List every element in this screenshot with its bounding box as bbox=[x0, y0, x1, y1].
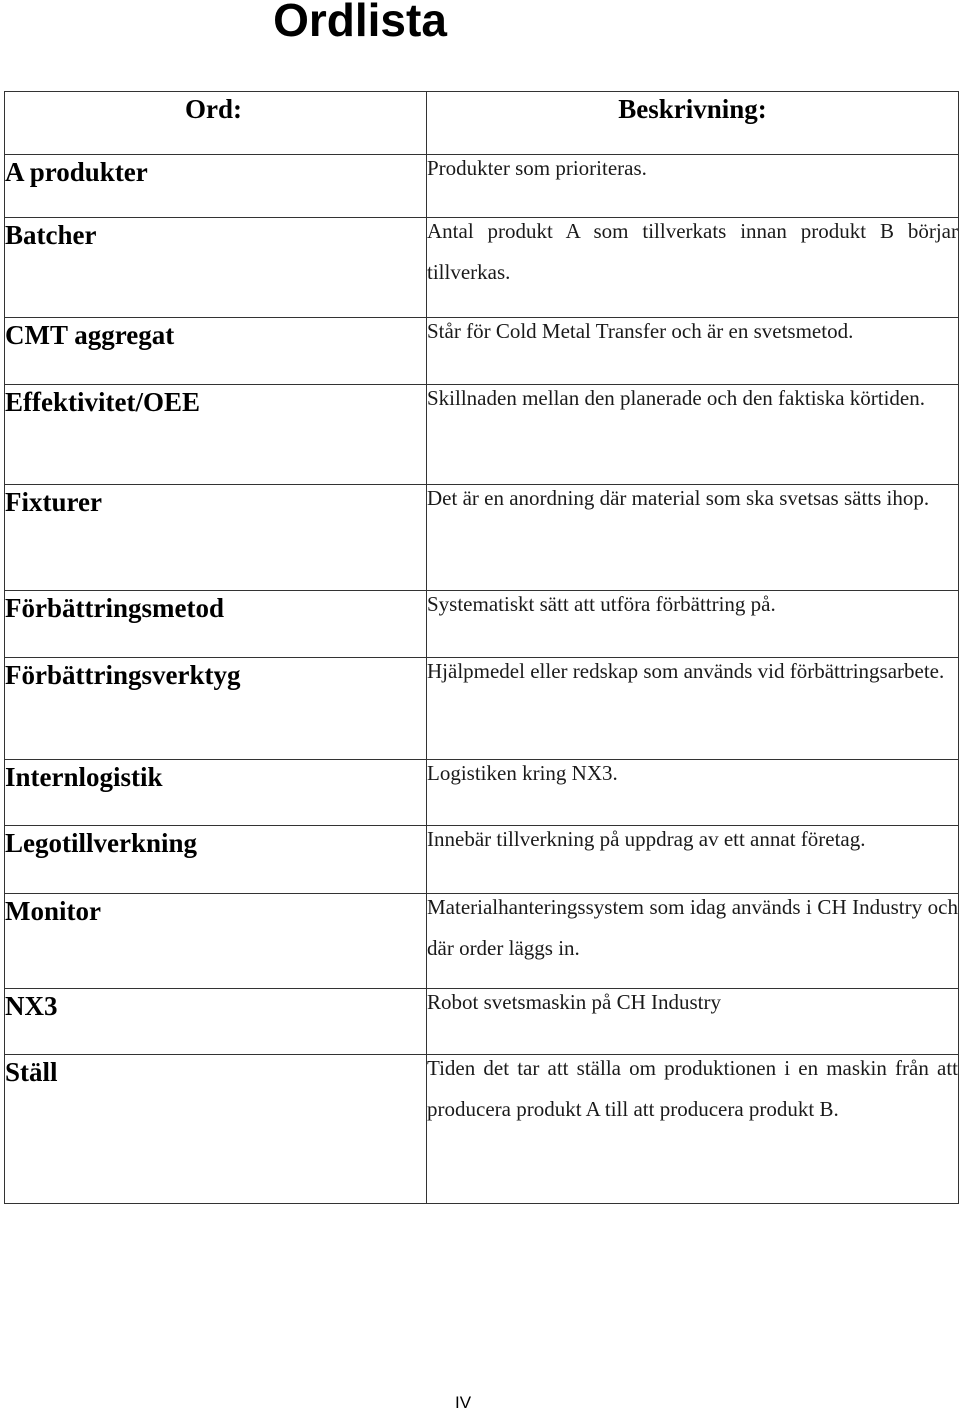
description-cell: Skillnaden mellan den planerade och den faktiska körtiden. bbox=[427, 385, 959, 485]
term-cell: Legotillverkning bbox=[5, 826, 427, 894]
table-row bbox=[5, 760, 959, 826]
table-row bbox=[5, 485, 959, 591]
table-row bbox=[5, 155, 959, 218]
description-cell: Innebär tillverkning på uppdrag av ett annat företag. bbox=[427, 826, 959, 894]
description-cell: Tiden det tar att ställa om produktionen i en maskin från att producera produkt A till att producera produkt B. bbox=[427, 1055, 959, 1204]
term-cell: Förbättringsmetod bbox=[5, 591, 427, 658]
table-row bbox=[5, 989, 959, 1055]
term-cell: A produkter bbox=[5, 155, 427, 218]
table-row bbox=[5, 218, 959, 318]
description-cell: Robot svetsmaskin på CH Industry bbox=[427, 989, 959, 1055]
description-cell: Står för Cold Metal Transfer och är en svetsmetod. bbox=[427, 318, 959, 385]
term-cell: Förbättringsverktyg bbox=[5, 658, 427, 760]
description-cell: Det är en anordning där material som ska svetsas sätts ihop. bbox=[427, 485, 959, 591]
description-column-header: Beskrivning: bbox=[427, 92, 959, 155]
description-cell: Antal produkt A som tillverkats innan produkt B börjar tillverkas. bbox=[427, 218, 959, 318]
term-cell: Effektivitet/OEE bbox=[5, 385, 427, 485]
table-row bbox=[5, 385, 959, 485]
table-row bbox=[5, 1055, 959, 1204]
description-cell: Materialhanteringssystem som idag används i CH Industry och där order läggs in. bbox=[427, 894, 959, 989]
table-row bbox=[5, 318, 959, 385]
term-cell: Monitor bbox=[5, 894, 427, 989]
table-row bbox=[5, 894, 959, 989]
description-cell: Logistiken kring NX3. bbox=[427, 760, 959, 826]
term-cell: Ställ bbox=[5, 1055, 427, 1204]
page-number: IV bbox=[454, 1393, 472, 1412]
description-cell: Produkter som prioriteras. bbox=[427, 155, 959, 218]
term-cell: CMT aggregat bbox=[5, 318, 427, 385]
table-row bbox=[5, 658, 959, 760]
page-title: Ordlista bbox=[273, 0, 447, 46]
term-cell: Internlogistik bbox=[5, 760, 427, 826]
term-cell: NX3 bbox=[5, 989, 427, 1055]
header-row bbox=[5, 92, 959, 155]
term-cell: Fixturer bbox=[5, 485, 427, 591]
table-row bbox=[5, 591, 959, 658]
term-cell: Batcher bbox=[5, 218, 427, 318]
table-row bbox=[5, 826, 959, 894]
description-cell: Hjälpmedel eller redskap som används vid förbättringsarbete. bbox=[427, 658, 959, 760]
description-cell: Systematiskt sätt att utföra förbättring på. bbox=[427, 591, 959, 658]
glossary-table bbox=[4, 91, 959, 1204]
word-column-header: Ord: bbox=[5, 92, 427, 155]
